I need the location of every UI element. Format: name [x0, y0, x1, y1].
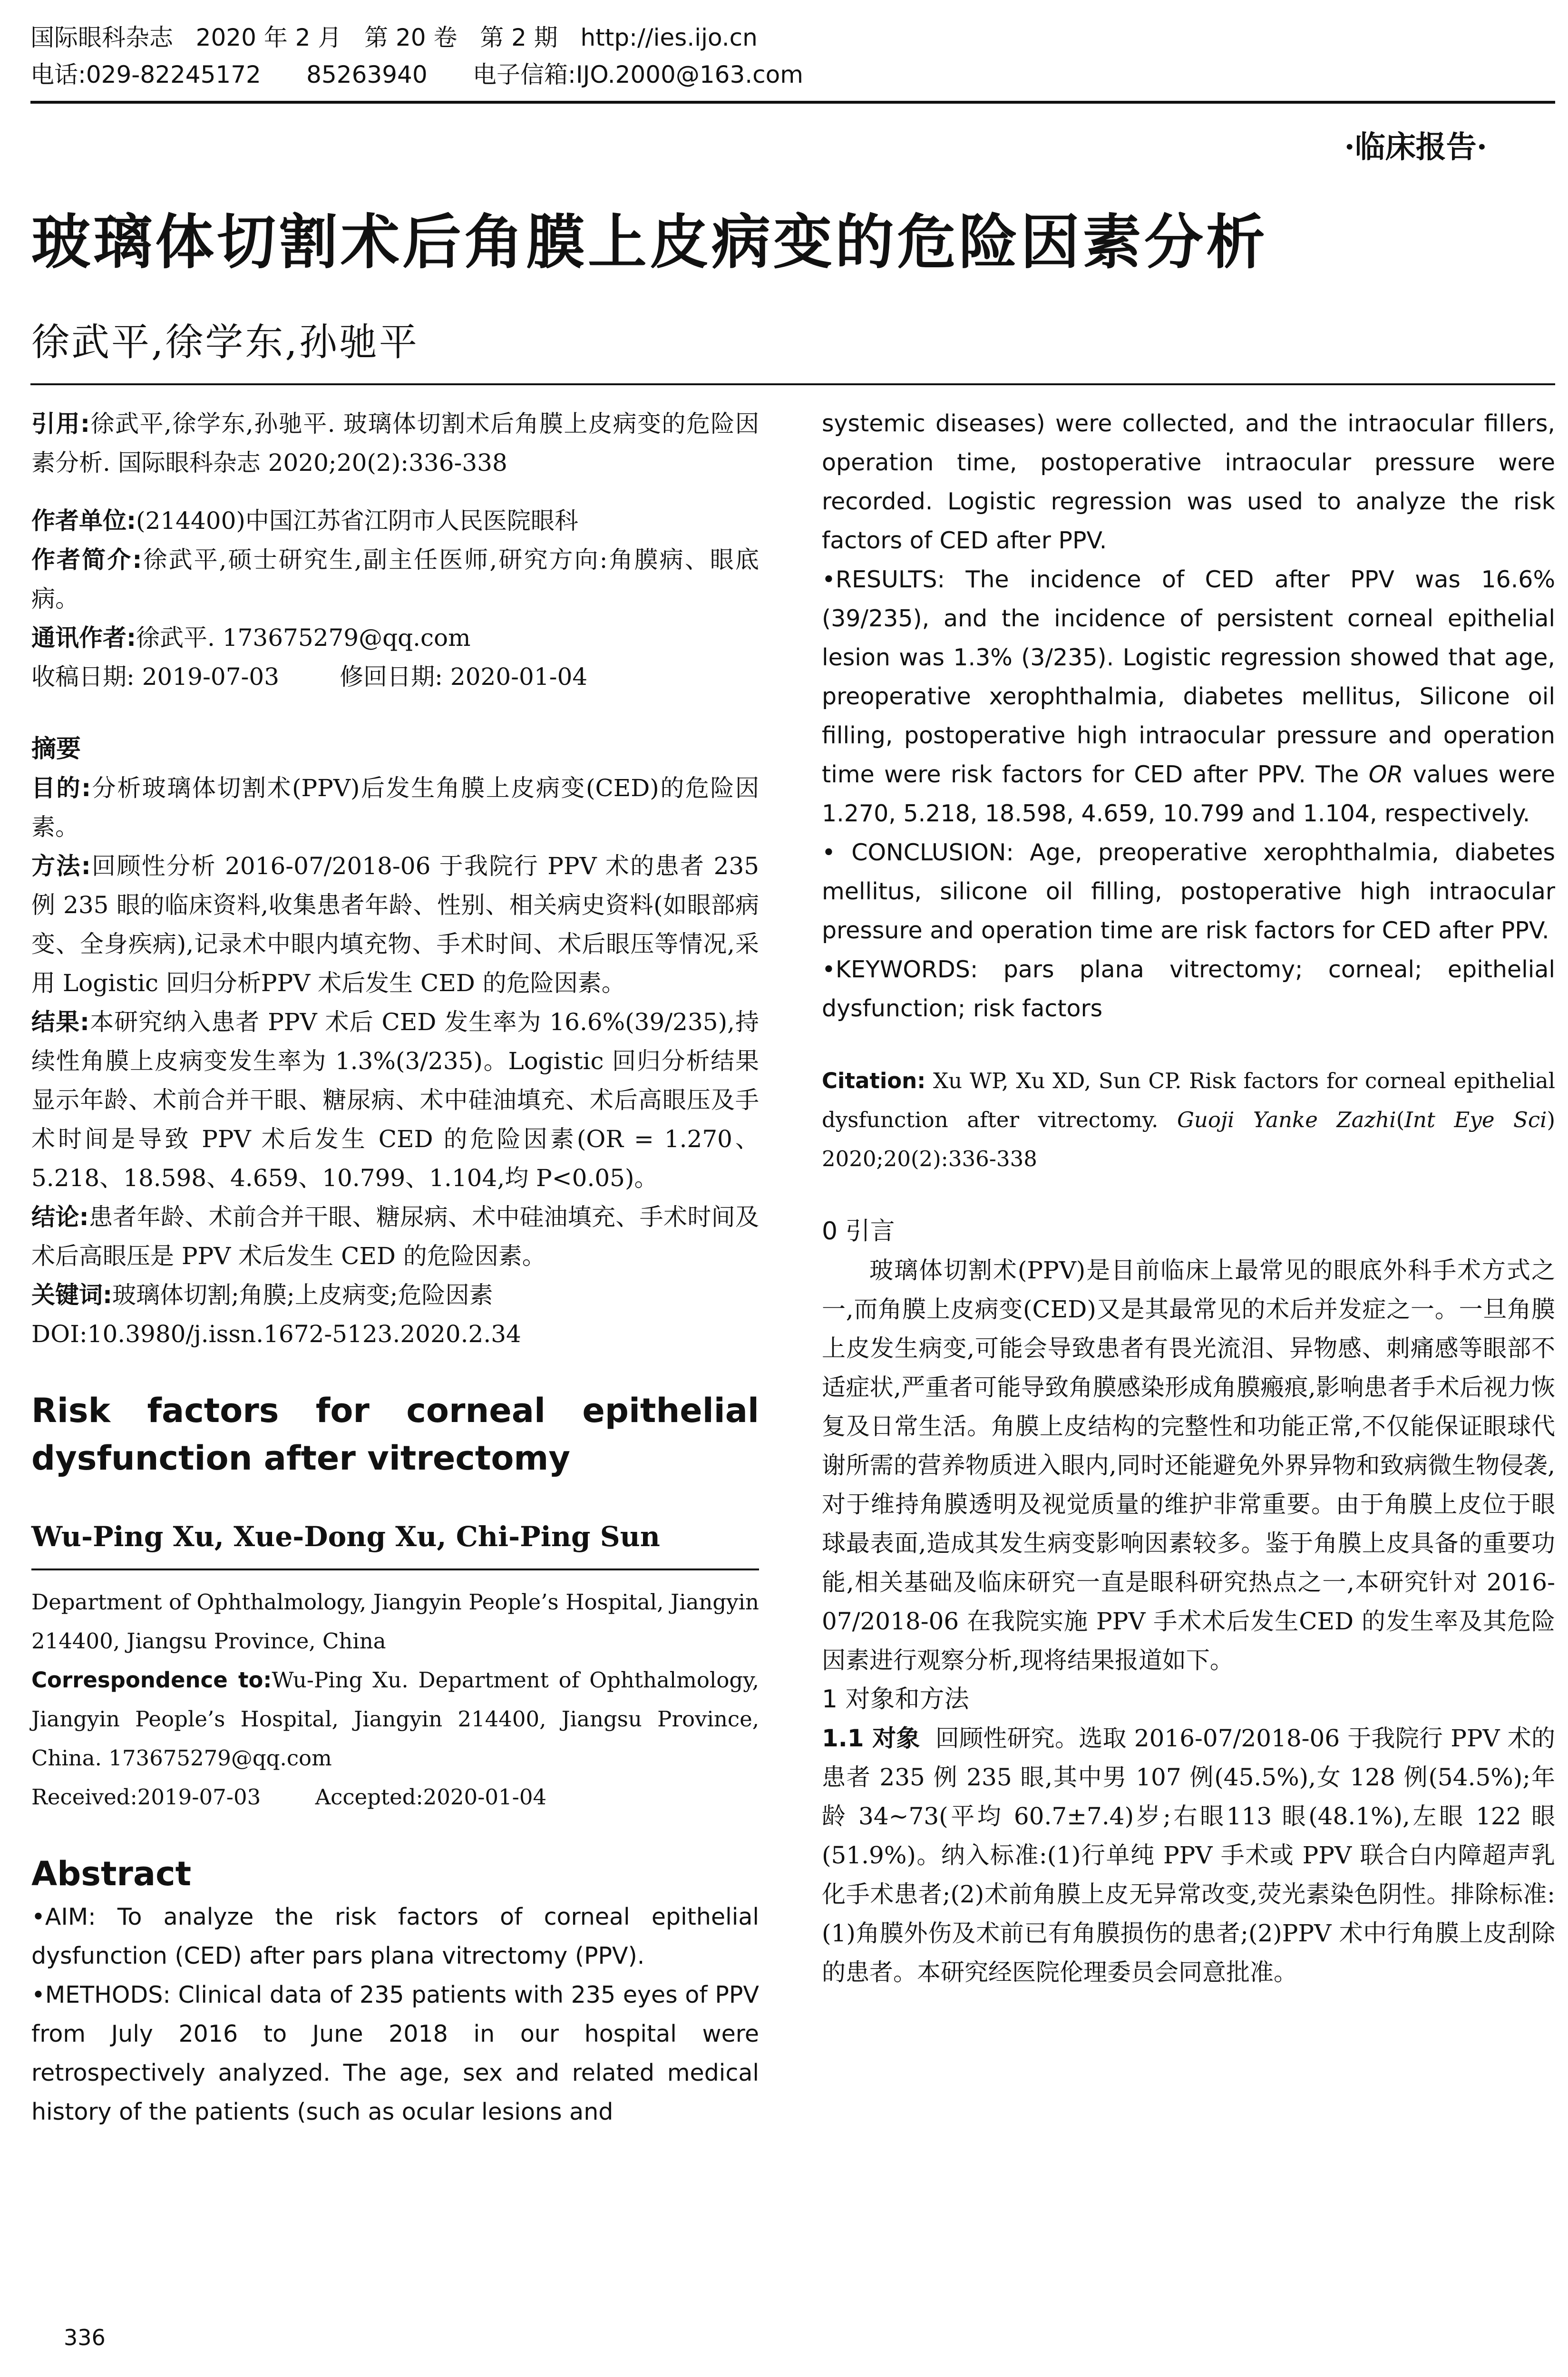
conclusion-label: 结论: — [31, 1203, 89, 1231]
left-column — [31, 404, 759, 2132]
article-title: 玻璃体切割术后角膜上皮病变的危险因素分析 — [31, 208, 1268, 277]
citation-en-text: Xu WP, Xu XD, Sun CP. Risk factors for corneal epithelial dysfunction after vitrectomy. — [822, 1068, 1556, 1132]
affiliation-label: 作者单位: — [31, 507, 136, 535]
page-number: 336 — [64, 2325, 106, 2350]
subjects-paragraph — [822, 1719, 1555, 1992]
en-conclusion-text: Age, preoperative xerophthalmia, diabetes mellitus, silicone oil filling, postoperative high intraocular pressure and operation time are risk factors for CED after PPV. — [822, 839, 1556, 944]
corr-email: 徐武平. 173675279@qq.com — [136, 624, 471, 652]
corresponding-author — [31, 618, 759, 657]
abstract-aim-en — [31, 1898, 759, 1976]
methods-label: 方法: — [31, 852, 91, 880]
introduction-text: 玻璃体切割术(PPV)是目前临床上最常见的眼底外科手术方式之一,而角膜上皮病变(CED)又是其最常见的术后并发症之一。一旦角膜上皮发生病变,可能会导致患者有畏光流泪、异物感、刺痛感等眼部不适症状,严重者可能导致角膜感染形成角膜瘢痕,影响患者手术后视力恢复及日常生活。角膜上皮结构的完整性和功能正常,不仅能保证眼球代谢所需的营养物质进入眼内,同时还能避免外界异物和致病微生物侵袭,对于维持角膜透明及视觉质量的维护非常重要。由于角膜上皮位于眼球最表面,造成其发生病变影响因素较多。鉴于角膜上皮具备的重要功能,相关基础及临床研究一直是眼科研究热点之一,本研究针对 2016-07/2018-06 在我院实施 PPV 手术术后发生CED 的发生率及其危险因素进行观察分析,现将结果报道如下。 — [822, 1257, 1555, 1674]
en-results-text: The incidence of CED after PPV was 16.6% (39/235), and the incidence of persistent corneal epithelial lesion was 1.3% (3/235). Logistic regression showed that age, preoperative xerophthalmia, diabetes mellitus, Silicone oil filling, postoperative high intraocular pressure and operation time were risk factors for CED after PPV. The — [822, 566, 1556, 788]
abstract-methods-en — [31, 1976, 759, 2132]
english-correspondence — [31, 1661, 759, 1778]
en-methods-label: •METHODS: — [31, 1981, 171, 2008]
en-keywords-text: pars plana vitrectomy; corneal; epithelial dysfunction; risk factors — [822, 956, 1556, 1022]
abstract-conclusion-cn — [31, 1198, 759, 1276]
citation-journal-en: Int Eye Sci — [1404, 1107, 1547, 1132]
header-rule — [30, 101, 1555, 104]
en-methods-text: Clinical data of 235 patients with 235 eyes of PPV from July 2016 to June 2018 in our hospital were retrospectively analyzed. The age, sex and related medical history of the patients (such as ocular lesions and — [31, 1981, 759, 2125]
en-results-values: values were 1.270, 5.218, 18.598, 4.659, 10.799 and 1.104, respectively. — [822, 761, 1555, 827]
aim-label: 目的: — [31, 774, 91, 802]
keywords-cn — [31, 1276, 759, 1315]
corr-label: 通讯作者: — [31, 624, 136, 652]
dates-cn: 收稿日期: 2019-07-03 修回日期: 2020-01-04 — [31, 663, 588, 691]
en-keywords-label: •KEYWORDS: — [822, 956, 978, 983]
section-tag: ·临床报告· — [1344, 129, 1487, 165]
section-heading-methods: 1 对象和方法 — [822, 1685, 969, 1714]
methods-text: 回顾性分析 2016-07/2018-06 于我院行 PPV 术的患者 235 例 235 眼的临床资料,收集患者年龄、性别、相关病史资料(如眼部病变、全身疾病),记录术中眼内填充物、手术时间、术后眼压等情况,采用 Logistic 回归分析PPV 术后发生 CED 的危险因素。 — [31, 852, 760, 997]
aim-text: 分析玻璃体切割术(PPV)后发生角膜上皮病变(CED)的危险因素。 — [31, 774, 759, 841]
abstract-aim-cn — [31, 769, 759, 847]
journal-contact-line: 电话:029-82245172 85263940 电子信箱:IJO.2000@163.com — [30, 61, 803, 88]
abstract-results-en — [822, 560, 1555, 833]
citation-en-label: Citation: — [822, 1068, 926, 1093]
subjects-text: 回顾性研究。选取 2016-07/2018-06 于我院行 PPV 术的患者 235 例 235 眼,其中男 107 例(45.5%),女 128 例(54.5%);年龄 34~73(平均 60.7±7.4)岁;右眼113 眼(48.1%),左眼 122 眼(51.9%)。纳入标准:(1)行单纯 PPV 手术或 PPV 联合白内障超声乳化手术患者;(2)术前角膜上皮无异常改变,荧光素染色阴性。排除标准:(1)角膜外伤及术前已有角膜损伤的患者;(2)PPV 术中行角膜上皮刮除的患者。本研究经医院伦理委员会同意批准。 — [822, 1724, 1555, 1986]
authors-cn: 徐武平,徐学东,孙驰平 — [31, 320, 419, 364]
abstract-heading-en: Abstract — [31, 1854, 192, 1893]
english-corr-label: Correspondence to: — [31, 1667, 272, 1693]
journal-info-line: 国际眼科杂志 2020 年 2 月 第 20 卷 第 2 期 http://ies.ijo.cn — [30, 24, 758, 51]
english-authors: Wu-Ping Xu, Xue-Dong Xu, Chi-Ping Sun — [31, 1520, 660, 1553]
keywords-text: 玻璃体切割;角膜;上皮病变;危险因素 — [112, 1281, 493, 1309]
en-aim-text: To analyze the risk factors of corneal epithelial dysfunction (CED) after pars plana vitrectomy (PPV). — [31, 1903, 759, 1969]
keywords-label: 关键词: — [31, 1281, 112, 1309]
keywords-en — [822, 950, 1555, 1028]
abstract-conclusion-en — [822, 833, 1555, 950]
abstract-results-cn — [31, 1003, 759, 1198]
english-dates: Received:2019-07-03 Accepted:2020-01-04 — [31, 1784, 547, 1810]
results-text: 本研究纳入患者 PPV 术后 CED 发生率为 16.6%(39/235),持续性角膜上皮病变发生率为 1.3%(3/235)。Logistic 回归分析结果显示年龄、术前合并干眼、糖尿病、术中硅油填充、术后高眼压及手术时间是导致 PPV 术后发生 CED 的危险因素(OR = 1.270、5.218、18.598、4.659、10.799、1.104,均 P<0.05)。 — [31, 1008, 759, 1192]
english-affiliation: Department of Ophthalmology, Jiangyin People’s Hospital, Jiangyin 214400, Jiangsu Province, China — [31, 1589, 759, 1654]
citation-journal: Guoji Yanke Zazhi — [1177, 1107, 1396, 1132]
en-conclusion-label: • CONCLUSION: — [822, 839, 1014, 866]
results-label: 结果: — [31, 1008, 90, 1036]
journal-header — [30, 19, 1552, 93]
english-title-line-1: Risk factors for corneal epithelial — [31, 1391, 759, 1430]
en-results-or: OR — [1368, 761, 1403, 788]
citation-en — [822, 1062, 1555, 1179]
english-corr-text: Wu-Ping Xu. Department of Ophthalmology, Jiangyin People’s Hospital, Jiangyin 214400, Jiangsu Province, China. 173675279@qq.com — [31, 1667, 759, 1771]
affiliation-text: (214400)中国江苏省江阴市人民医院眼科 — [136, 507, 578, 535]
en-results-label: •RESULTS: — [822, 566, 945, 593]
abstract-methods-en-continued: systemic diseases) were collected, and the intraocular fillers, operation time, postoperative intraocular pressure were recorded. Logistic regression was used to analyze the risk factors of CED after PPV. — [822, 410, 1555, 554]
citation-tail: ) 2020;20(2):336-338 — [822, 1107, 1556, 1171]
citation-cn-text: 徐武平,徐学东,孙驰平. 玻璃体切割术后角膜上皮病变的危险因素分析. 国际眼科杂志 2020;20(2):336-338 — [31, 410, 759, 477]
abstract-methods-cn — [31, 847, 759, 1003]
en-aim-label: •AIM: — [31, 1903, 96, 1930]
right-column — [822, 404, 1555, 1992]
bio-label: 作者简介: — [31, 546, 142, 574]
conclusion-text: 患者年龄、术前合并干眼、糖尿病、术中硅油填充、手术时间及术后高眼压是 PPV 术后发生 CED 的危险因素。 — [31, 1203, 760, 1270]
section-heading-introduction: 0 引言 — [822, 1217, 895, 1246]
english-authors-rule — [31, 1568, 759, 1570]
doi: DOI:10.3980/j.issn.1672-5123.2020.2.34 — [31, 1320, 521, 1348]
author-bio — [31, 540, 759, 618]
subjects-label: 1.1 对象 — [822, 1724, 920, 1752]
citation-cn — [31, 404, 759, 482]
citation-paren: ( — [1396, 1107, 1405, 1132]
abstract-heading-cn: 摘要 — [31, 735, 81, 763]
author-affiliation — [31, 501, 759, 540]
english-title-line-2: dysfunction after vitrectomy — [31, 1439, 570, 1478]
title-rule — [30, 383, 1555, 385]
citation-cn-label: 引用: — [31, 410, 90, 438]
bio-text: 徐武平,硕士研究生,副主任医师,研究方向:角膜病、眼底病。 — [31, 546, 760, 613]
